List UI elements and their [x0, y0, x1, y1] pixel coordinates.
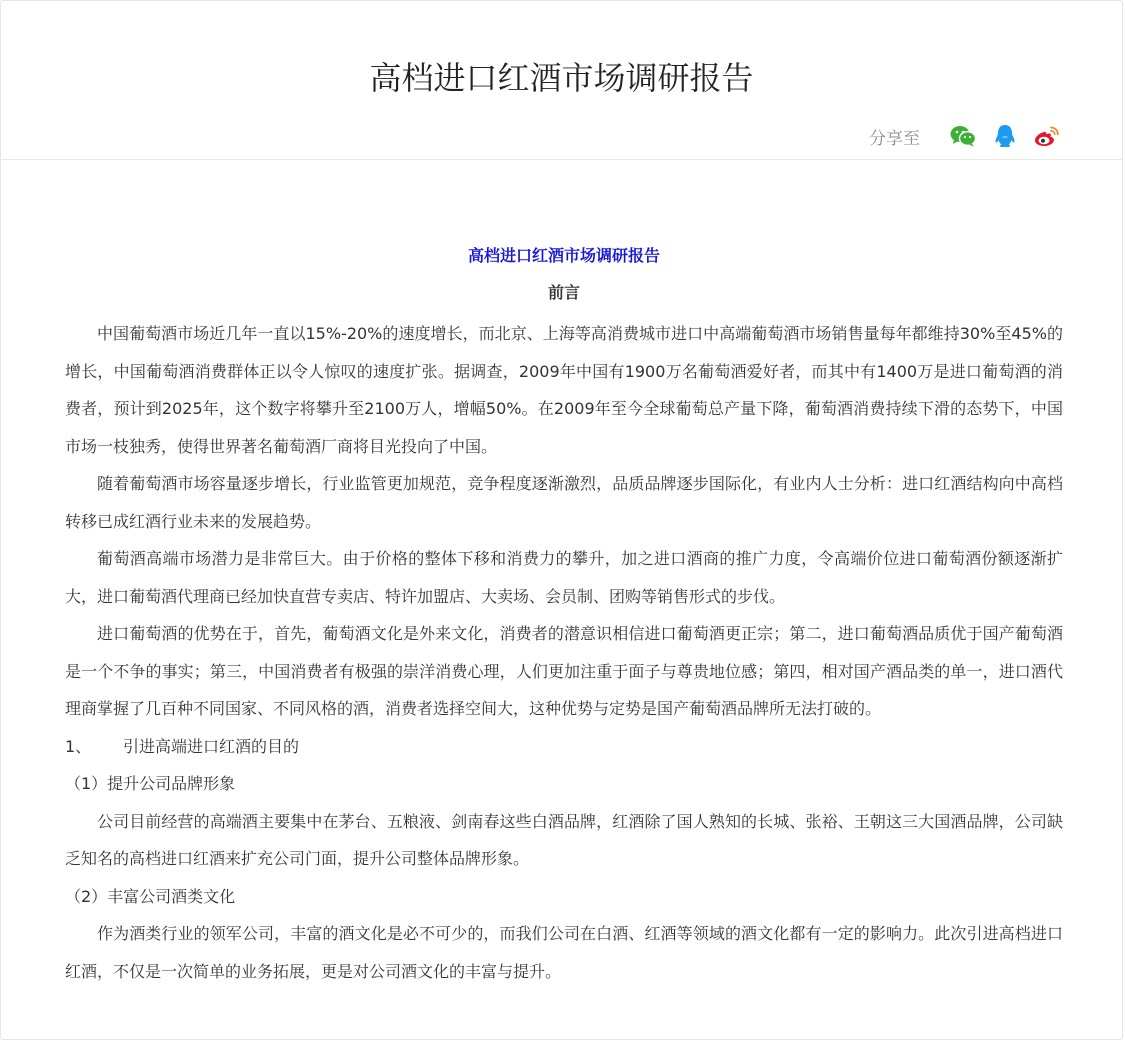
- qq-penguin-icon: [994, 124, 1016, 148]
- page-header: [1, 1, 1122, 160]
- article-body: [65, 241, 1063, 990]
- paragraph: 中国葡萄酒市场近几年一直以15%-20%的速度增长，而北京、上海等高消费城市进口中高端葡萄酒市场销售量每年都维持30%至45%的增长，中国葡萄酒消费群体正以令人惊叹的速度扩张。据调查，2009年中国有1900万名葡萄酒爱好者，而其中有1400万是进口葡萄酒的消费者，预计到2025年，这个数字将攀升至2100万人，增幅50%。在2009年至今全球葡萄总产量下降，葡萄酒消费持续下滑的态势下，中国市场一枝独秀，使得世界著名葡萄酒厂商将目光投向了中国。: [65, 324, 1063, 456]
- share-qq-button[interactable]: [992, 123, 1018, 149]
- paragraph: 随着葡萄酒市场容量逐步增长，行业监管更加规范，竞争程度逐渐激烈，品质品牌逐步国际化，有业内人士分析：进口红酒结构向中高档转移已成红酒行业未来的发展趋势。: [65, 474, 1063, 531]
- share-bar: [869, 121, 1060, 151]
- section-heading: [65, 728, 1063, 766]
- share-wechat-button[interactable]: [950, 123, 976, 149]
- subsection-heading: （2）丰富公司酒类文化: [65, 886, 236, 906]
- paragraph: 公司目前经营的高端酒主要集中在茅台、五粮液、剑南春这些白酒品牌，红酒除了国人熟知的长城、张裕、王朝这三大国酒品牌，公司缺乏知名的高档进口红酒来扩充公司门面，提升公司整体品牌形象。: [65, 811, 1063, 868]
- paragraph: 进口葡萄酒的优势在于，首先，葡萄酒文化是外来文化，消费者的潜意识相信进口葡萄酒更正宗；第二，进口葡萄酒品质优于国产葡萄酒是一个不争的事实；第三，中国消费者有极强的崇洋消费心理，人们更加注重于面子与尊贵地位感；第四，相对国产酒品类的单一，进口酒代理商掌握了几百种不同国家、不同风格的酒，消费者选择空间大，这种优势与定势是国产葡萄酒品牌所无法打破的。: [65, 624, 1063, 718]
- preface-heading: 前言: [547, 283, 580, 302]
- subsection-heading: （1）提升公司品牌形象: [65, 774, 236, 793]
- weibo-icon: [1034, 125, 1060, 147]
- section-number: 1、: [65, 736, 92, 756]
- share-weibo-button[interactable]: [1034, 123, 1060, 149]
- paragraph: 作为酒类行业的领军公司，丰富的酒文化是必不可少的，而我们公司在白酒、红酒等领域的酒文化都有一定的影响力。此次引进高档进口红酒，不仅是一次简单的业务拓展，更是对公司酒文化的丰富与提升。: [65, 924, 1063, 981]
- article-title: 高档进口红酒市场调研报告: [467, 246, 660, 265]
- share-label: 分享至: [869, 128, 920, 149]
- paragraph: 葡萄酒高端市场潜力是非常巨大。由于价格的整体下移和消费力的攀升，加之进口酒商的推广力度，令高端价位进口葡萄酒份额逐渐扩大，进口葡萄酒代理商已经加快直营专卖店、特许加盟店、大卖场、会员制、团购等销售形式的步伐。: [65, 549, 1063, 606]
- page-title: 高档进口红酒市场调研报告: [369, 59, 754, 97]
- wechat-icon: [950, 125, 976, 147]
- section-title: 引进高端进口红酒的目的: [123, 736, 300, 756]
